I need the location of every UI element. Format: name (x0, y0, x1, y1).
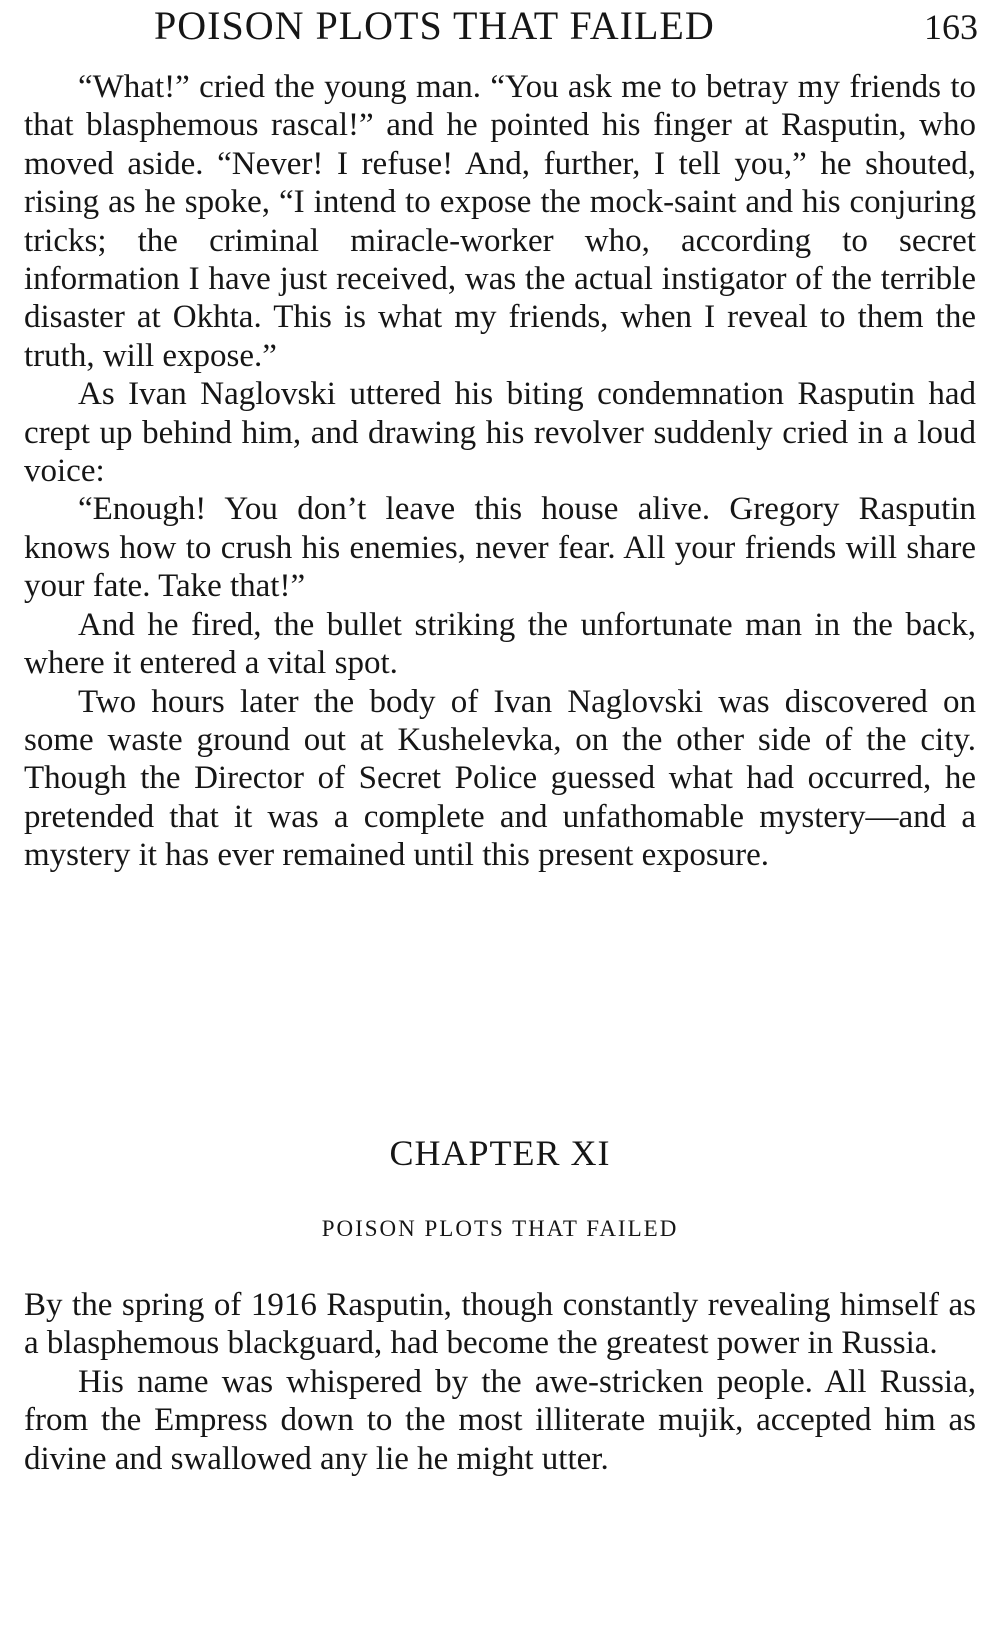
chapter-number: CHAPTER XI (389, 1133, 611, 1173)
paragraph: His name was whispered by the awe-stricken people. All Russia, from the Empress down to the most illiterate mujik, accepted him as divine and swallowed any lie he might utter. (24, 1363, 976, 1477)
paragraph: And he fired, the bullet striking the unfortunate man in the back, where it entered a vital spot. (24, 606, 976, 682)
opening-initial: By (24, 1287, 63, 1323)
paragraph: Two hours later the body of Ivan Naglovski was discovered on some waste ground out at Kushelevka, on the other side of the city. Though the Director of Secret Police guessed what had occurred, he pretended that it was a complete and unfathomable mystery—and a mystery it has ever remained until this present exposure. (24, 683, 976, 874)
chapter-text (24, 1286, 976, 1478)
opening-paragraph-text: the spring of 1916 Rasputin, though constantly revealing himself as a blasphemous blackguard, had become the greatest power in Russia. (24, 1287, 977, 1362)
paragraph: As Ivan Naglovski uttered his biting condemnation Rasputin had crept up behind him, and drawing his revolver suddenly cried in a loud voice: (24, 376, 976, 490)
paragraph: “Enough! You don’t leave this house alive. Gregory Rasputin knows how to crush his enemies, never fear. All your friends will share your fate. Take that!” (24, 491, 976, 605)
page-number: 163 (924, 7, 978, 47)
chapter-title: POISON PLOTS THAT FAILED (321, 1216, 679, 1241)
opening-paragraph (24, 1286, 976, 1363)
paragraph: “What!” cried the young man. “You ask me to betray my friends to that blasphemous rascal!” and he pointed his finger at Rasputin, who moved aside. “Never! I refuse! And, further, I tell you,” he shouted, rising as he spoke, “I intend to expose the mock-saint and his conjuring tricks; the criminal miracle-worker who, according to secret information I have just received, was the actual instigator of the terrible disaster at Okhta. This is what my friends, when I reveal to them the truth, will expose.” (24, 69, 976, 374)
running-title: POISON PLOTS THAT FAILED (154, 3, 715, 48)
running-head (0, 2, 1000, 50)
previous-chapter-text (24, 68, 976, 875)
